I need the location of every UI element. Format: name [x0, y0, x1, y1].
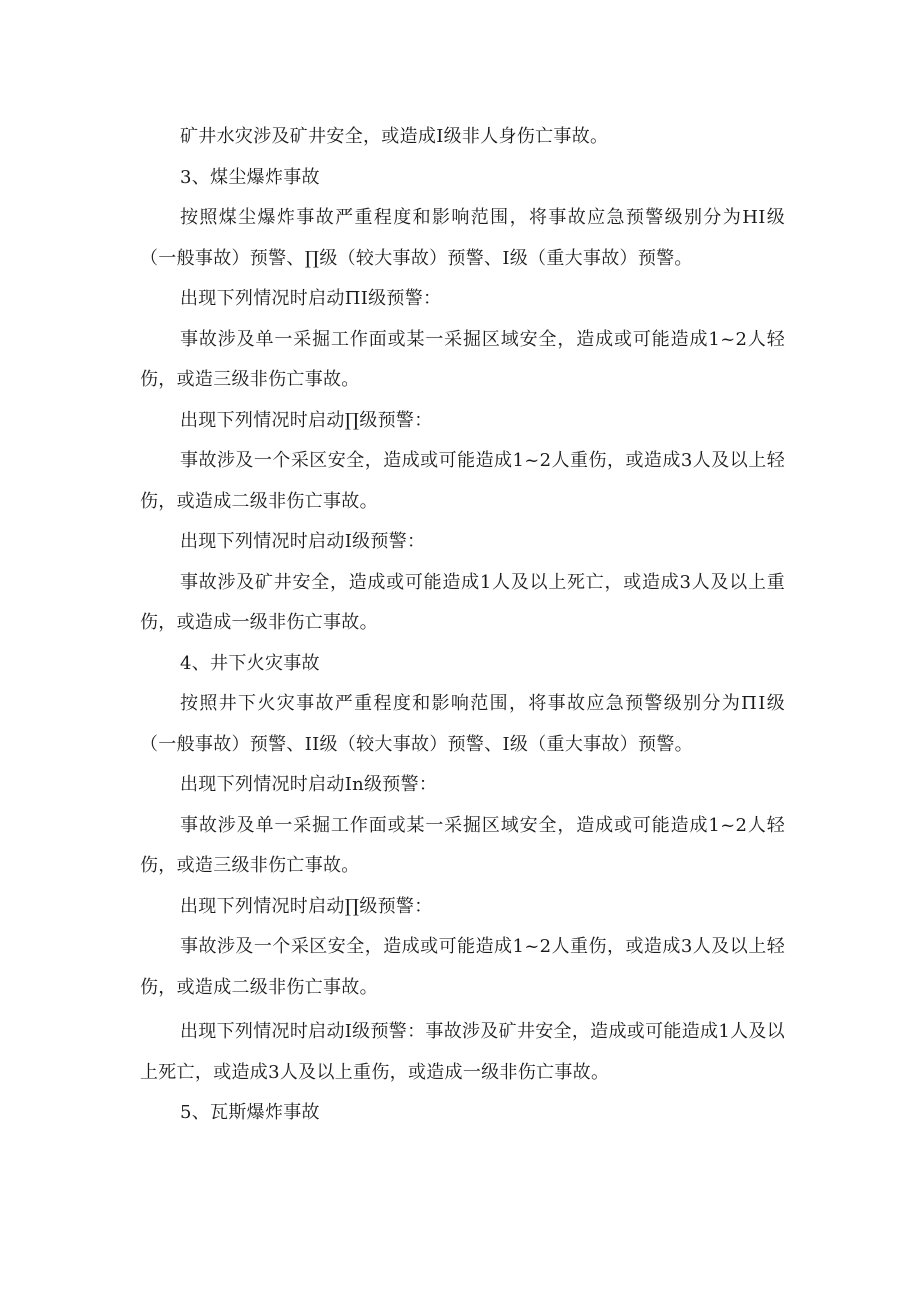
paragraph-coal-dust-level3-detail: 事故涉及单一采掘工作面或某一采掘区域安全，造成或可能造成1~2人轻伤，或造三级非伤亡事故。 [140, 328, 785, 390]
section-heading-coal-dust: 3、煤尘爆炸事故 [180, 166, 320, 188]
paragraph-fire-level3-detail: 事故涉及单一采掘工作面或某一采掘区域安全，造成或可能造成1~2人轻伤，或造三级非伤亡事故。 [140, 814, 785, 876]
paragraph-coal-dust-level2-detail: 事故涉及一个采区安全，造成或可能造成1~2人重伤，或造成3人及以上轻伤，或造成二级非伤亡事故。 [140, 450, 785, 512]
document-body [140, 117, 785, 1134]
paragraph-fire-level1: 出现下列情况时启动Ⅰ级预警：事故涉及矿井安全，造成或可能造成1人及以上死亡，或造成3人及以上重伤，或造成一级非伤亡事故。 [140, 1021, 785, 1083]
paragraph-coal-dust-level2-trigger: 出现下列情况时启动∏级预警： [180, 409, 433, 431]
paragraph-coal-dust-levels: 按照煤尘爆炸事故严重程度和影响范围，将事故应急预警级别分为HI级（一般事故）预警、∏级（较大事故）预警、Ⅰ级（重大事故）预警。 [140, 207, 785, 269]
paragraph-fire-level3-trigger: 出现下列情况时启动In级预警： [180, 774, 438, 795]
paragraph-fire-levels: 按照井下火灾事故严重程度和影响范围，将事故应急预警级别分为ΠⅠ级（一般事故）预警、II级（较大事故）预警、Ⅰ级（重大事故）预警。 [140, 693, 785, 755]
paragraph-coal-dust-level1-trigger: 出现下列情况时启动Ⅰ级预警： [180, 531, 426, 552]
paragraph-coal-dust-level1-detail: 事故涉及矿井安全，造成或可能造成1人及以上死亡，或造成3人及以上重伤，或造成一级非伤亡事故。 [140, 571, 785, 633]
paragraph-fire-level2-trigger: 出现下列情况时启动∏级预警： [180, 895, 433, 917]
section-heading-gas-explosion: 5、瓦斯爆炸事故 [180, 1102, 320, 1123]
section-heading-underground-fire: 4、井下火灾事故 [180, 652, 320, 674]
paragraph-fire-level2-detail: 事故涉及一个采区安全，造成或可能造成1~2人重伤，或造成3人及以上轻伤，或造成二级非伤亡事故。 [140, 936, 785, 998]
paragraph-coal-dust-level3-trigger: 出现下列情况时启动ΠⅠ级预警： [180, 288, 442, 309]
paragraph-flood-continuation: 矿井水灾涉及矿井安全，或造成Ⅰ级非人身伤亡事故。 [180, 126, 609, 147]
